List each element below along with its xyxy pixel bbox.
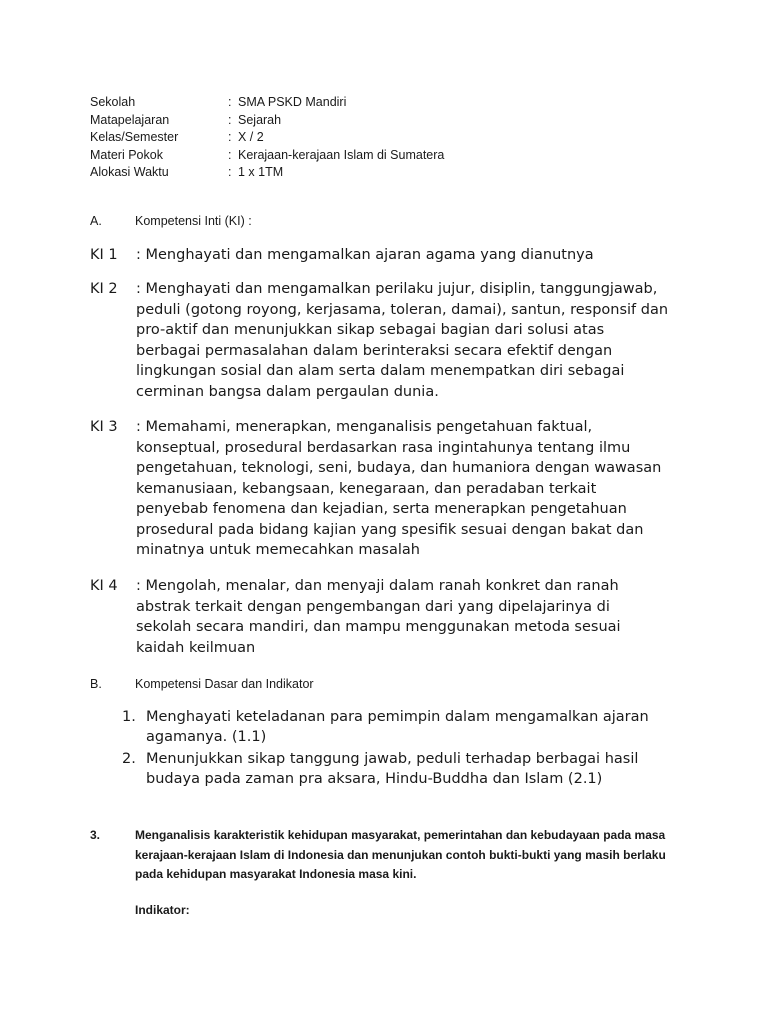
indikator-label: Indikator: bbox=[135, 903, 190, 917]
ki-line: lingkungan sosial dan alam serta dalam menempatkan diri sebagai bbox=[136, 363, 625, 379]
identity-value: Kerajaan-kerajaan Islam di Sumatera bbox=[238, 148, 445, 162]
kd-line: Menghayati keteladanan para pemimpin dalam mengamalkan ajaran bbox=[146, 709, 649, 725]
section-letter: B. bbox=[90, 677, 102, 691]
ki-text bbox=[136, 245, 736, 266]
ki-line: : Menghayati dan mengamalkan ajaran agama yang dianutnya bbox=[136, 247, 594, 263]
identity-colon: : bbox=[228, 95, 232, 109]
ki-code: KI 4 bbox=[90, 578, 118, 594]
section-letter: A. bbox=[90, 214, 102, 228]
section-3-number: 3. bbox=[90, 828, 101, 842]
ki-line: : Memahami, menerapkan, menganalisis pengetahuan faktual, bbox=[136, 419, 593, 435]
kd-text bbox=[146, 707, 649, 747]
ki-text bbox=[136, 279, 736, 402]
ki-code: KI 1 bbox=[90, 247, 118, 263]
identity-value: X / 2 bbox=[238, 130, 264, 144]
ki-line: : Mengolah, menalar, dan menyaji dalam ranah konkret dan ranah bbox=[136, 578, 619, 594]
section-title: Kompetensi Inti (KI) : bbox=[135, 214, 252, 228]
ki-line: sekolah secara mandiri, dan mampu menggunakan metoda sesuai bbox=[136, 619, 621, 635]
ki-text bbox=[136, 417, 736, 561]
kd-line: agamanya. (1.1) bbox=[146, 729, 267, 745]
identity-label: Matapelajaran bbox=[90, 113, 170, 127]
ki-text bbox=[136, 576, 736, 658]
kd-line: budaya pada zaman pra aksara, Hindu-Buddha dan Islam (2.1) bbox=[146, 771, 603, 787]
identity-label: Sekolah bbox=[90, 95, 136, 109]
kd-text bbox=[146, 749, 638, 789]
identity-value: 1 x 1TM bbox=[238, 165, 284, 179]
ki-line: : Menghayati dan mengamalkan perilaku jujur, disiplin, tanggungjawab, bbox=[136, 281, 658, 297]
ki-line: pro-aktif dan menunjukkan sikap sebagai bagian dari solusi atas bbox=[136, 322, 605, 338]
identity-colon: : bbox=[228, 148, 232, 162]
ki-code: KI 2 bbox=[90, 281, 118, 297]
identity-label: Materi Pokok bbox=[90, 148, 163, 162]
section-3-line: pada kehidupan masyarakat Indonesia masa kini. bbox=[135, 867, 417, 881]
ki-line: cerminan bangsa dalam pergaulan dunia. bbox=[136, 383, 439, 400]
identity-label: Kelas/Semester bbox=[90, 130, 179, 144]
ki-line: minatnya untuk memecahkan masalah bbox=[136, 542, 420, 558]
ki-line: kemanusiaan, kebangsaan, kenegaraan, dan peradaban terkait bbox=[136, 480, 597, 497]
identity-colon: : bbox=[228, 130, 232, 144]
ki-line: prosedural pada bidang kajian yang spesifik sesuai dengan bakat dan bbox=[136, 521, 644, 538]
section-3-line: kerajaan-kerajaan Islam di Indonesia dan menunjukan contoh bukti-bukti yang masih berlaku bbox=[135, 847, 666, 862]
kd-number: 1. bbox=[122, 709, 136, 725]
ki-line: penyebab fenomena dan kejadian, serta menerapkan pengetahuan bbox=[136, 501, 627, 517]
ki-line: berbagai permasalahan dalam berinteraksi secara efektif dengan bbox=[136, 342, 613, 359]
identity-colon: : bbox=[228, 165, 232, 179]
identity-value: Sejarah bbox=[238, 113, 282, 127]
ki-line: pengetahuan, teknologi, seni, budaya, dan humaniora dengan wawasan bbox=[136, 460, 662, 476]
identity-colon: : bbox=[228, 113, 232, 127]
identity-label: Alokasi Waktu bbox=[90, 165, 169, 179]
identity-value: SMA PSKD Mandiri bbox=[238, 95, 347, 109]
ki-line: konseptual, prosedural berdasarkan rasa ingintahunya tentang ilmu bbox=[136, 439, 631, 456]
ki-line: abstrak terkait dengan pengembangan dari yang dipelajarinya di bbox=[136, 598, 610, 615]
kd-line: Menunjukkan sikap tanggung jawab, peduli terhadap berbagai hasil bbox=[146, 751, 639, 767]
section-title: Kompetensi Dasar dan Indikator bbox=[135, 677, 314, 691]
ki-line: kaidah keilmuan bbox=[136, 639, 256, 656]
section-3-line: Menganalisis karakteristik kehidupan masyarakat, pemerintahan dan kebudayaan pada masa bbox=[135, 828, 666, 842]
section-3-text bbox=[135, 826, 666, 885]
kd-number: 2. bbox=[122, 751, 136, 767]
ki-code: KI 3 bbox=[90, 419, 118, 435]
ki-line: peduli (gotong royong, kerjasama, toleran, damai), santun, responsif dan bbox=[136, 301, 669, 318]
